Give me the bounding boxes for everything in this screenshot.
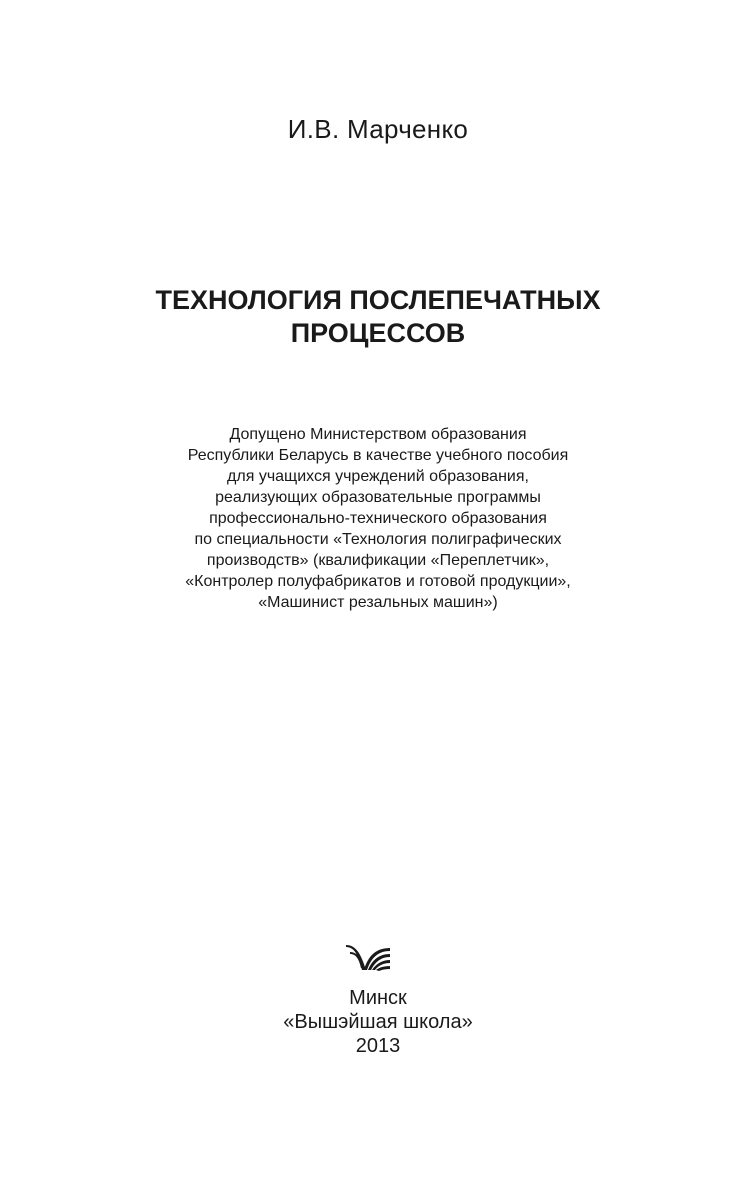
approval-line: «Машинист резальных машин») (258, 594, 498, 611)
imprint (0, 986, 756, 1058)
approval-line: реализующих образовательные программы (215, 489, 541, 506)
approval-line: для учащихся учреждений образования, (227, 468, 529, 485)
imprint-publisher: «Вышэйшая школа» (283, 1011, 473, 1033)
approval-statement (0, 424, 756, 613)
book-title-line: ПРОЦЕССОВ (290, 318, 466, 348)
book-title (0, 284, 756, 350)
approval-line: Допущено Министерством образования (229, 426, 527, 443)
imprint-city: Минск (349, 987, 407, 1009)
approval-line: Республики Беларусь в качестве учебного пособия (187, 447, 569, 464)
approval-line: производств» (квалификации «Переплетчик», (206, 552, 550, 569)
approval-line: профессионально-технического образования (209, 510, 547, 527)
approval-line: по специальности «Технология полиграфических (194, 531, 562, 548)
publisher-logo-icon (344, 944, 394, 974)
book-title-line: ТЕХНОЛОГИЯ ПОСЛЕПЕЧАТНЫХ (155, 285, 601, 315)
imprint-year: 2013 (355, 1035, 401, 1057)
approval-line: «Контролер полуфабрикатов и готовой продукции», (185, 573, 571, 590)
author-name: И.В. Марченко (287, 114, 469, 144)
